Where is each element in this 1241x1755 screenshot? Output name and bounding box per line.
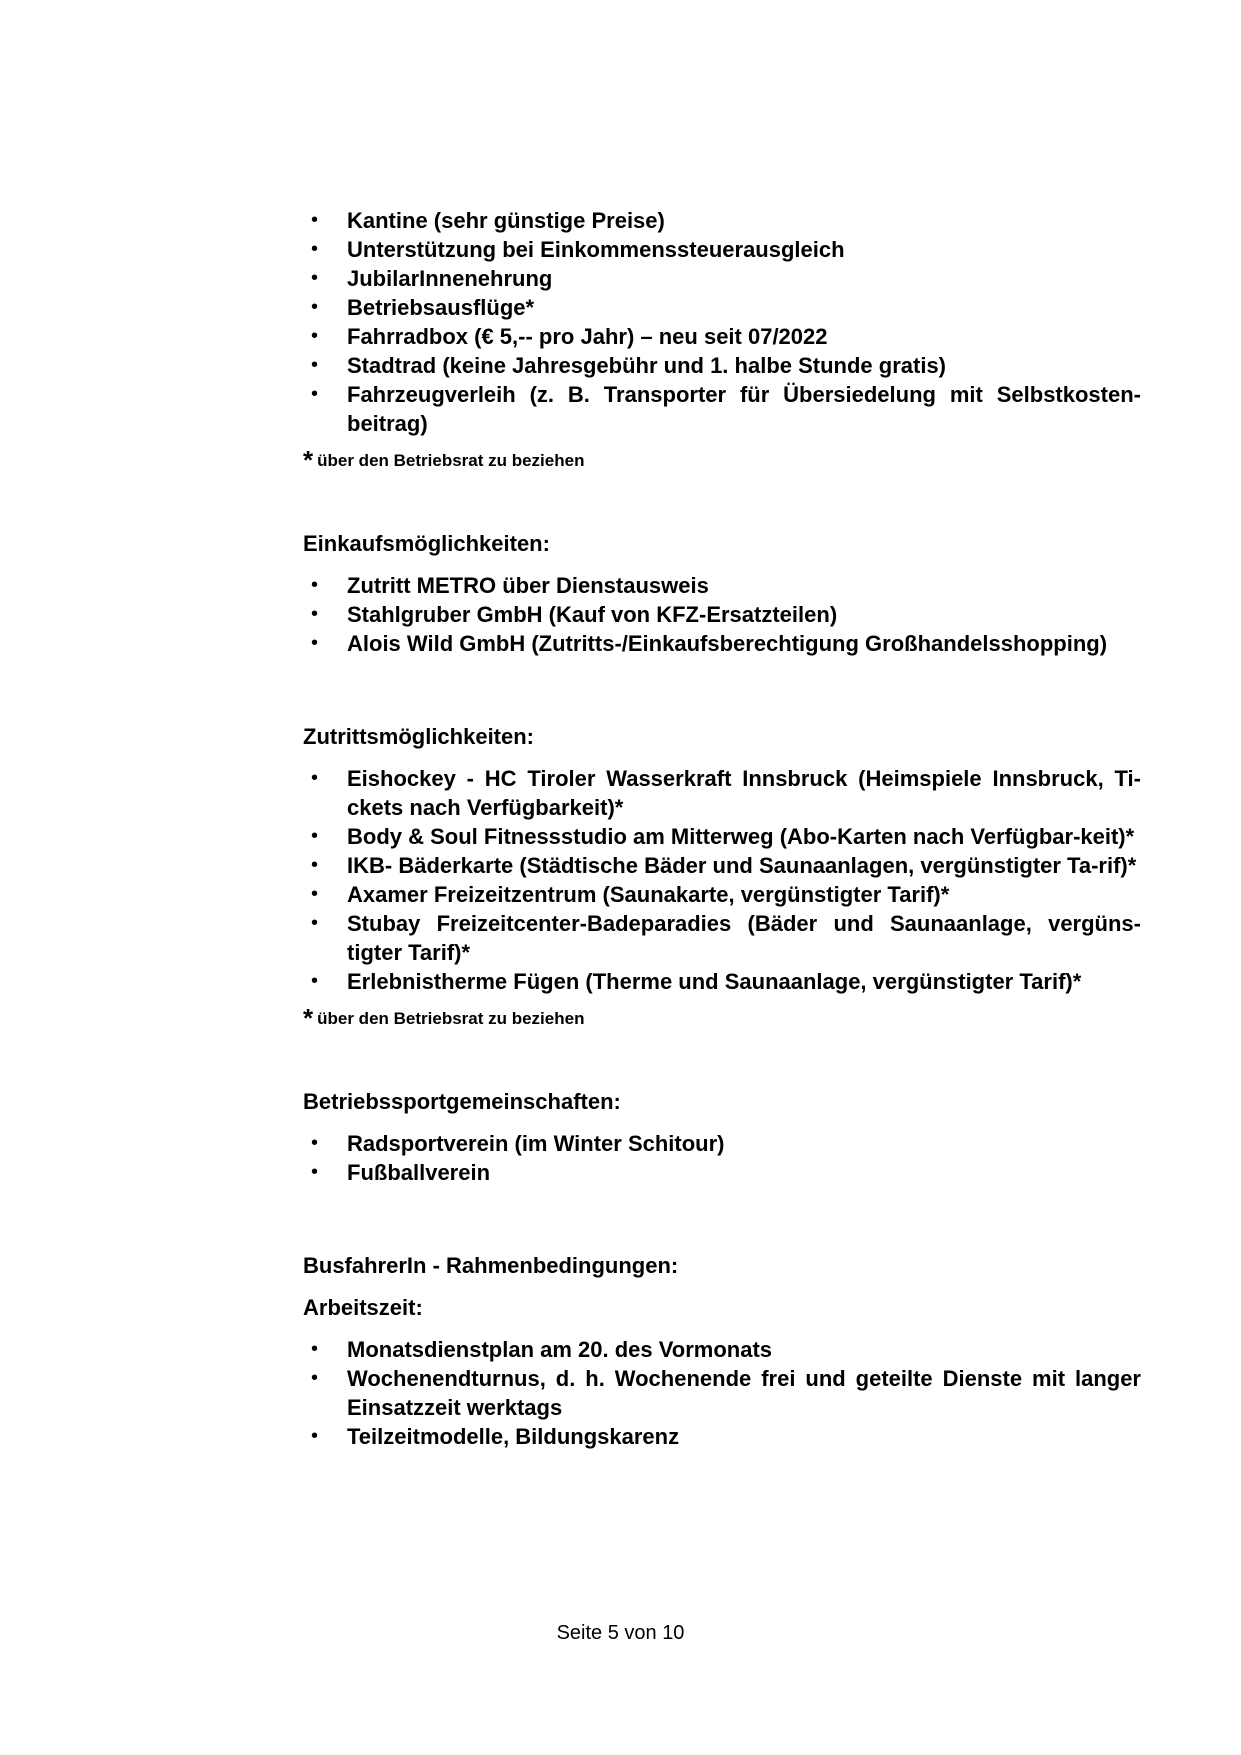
working-time-list [303,1335,1141,1451]
list-item: • Kantine (sehr günstige Preise) [311,208,665,233]
footnote: * über den Betriebsrat zu beziehen [303,445,585,475]
access-list [303,764,1141,996]
list-item: • Betriebsausflüge* [311,295,535,320]
section-heading-access: Zutrittsmöglichkeiten: [303,724,535,749]
list-item: • Fahrradbox (€ 5,-- pro Jahr) – neu seit 07/2022 [311,324,828,349]
bullet-icon: • [311,912,319,934]
benefits-list [303,206,1141,438]
footnote-asterisk: * [303,445,314,475]
list-item: • Stahlgruber GmbH (Kauf von KFZ-Ersatzteilen) [311,602,838,627]
bullet-icon: • [311,825,319,847]
list-item: • Body & Soul Fitnessstudio am Mitterweg (Abo-Karten nach Verfügbar-keit)* [311,824,1135,849]
bullet-icon: • [311,574,319,596]
bullet-icon: • [311,883,319,905]
footnote: * über den Betriebsrat zu beziehen [303,1003,585,1033]
shopping-list [303,571,1141,658]
list-item: • IKB- Bäderkarte (Städtische Bäder und Saunaanlagen, vergünstigter Ta-rif)* [311,853,1137,878]
list-item: • Teilzeitmodelle, Bildungskarenz [311,1424,680,1449]
bullet-icon: • [311,767,319,789]
page-number: Seite 5 von 10 [556,1622,685,1644]
list-item: • Stubay Freizeitcenter-Badeparadies (Bäder und Saunaanlage, vergüns-tigter Tarif)* [311,911,1141,965]
bullet-icon: • [311,632,319,654]
list-item: • Erlebnistherme Fügen (Therme und Saunaanlage, vergünstigter Tarif)* [311,969,1082,994]
bullet-icon: • [311,1132,319,1154]
bullet-icon: • [311,383,319,405]
list-item: • Stadtrad (keine Jahresgebühr und 1. halbe Stunde gratis) [311,353,947,378]
bullet-icon: • [311,238,319,260]
list-item: • Axamer Freizeitzentrum (Saunakarte, vergünstigter Tarif)* [311,882,950,907]
list-item: • JubilarInnenehrung [311,266,553,291]
list-item: • Wochenendturnus, d. h. Wochenende frei und geteilte Dienste mit langer Einsatzzeit werktags [311,1366,1141,1420]
list-item: • Fußballverein [311,1160,491,1185]
bullet-icon: • [311,854,319,876]
bullet-icon: • [311,603,319,625]
sports-list [303,1129,1141,1187]
list-item: • Unterstützung bei Einkommenssteuerausgleich [311,237,845,262]
list-item: • Eishockey - HC Tiroler Wasserkraft Innsbruck (Heimspiele Innsbruck, Ti-ckets nach Verfügbarkeit)* [311,766,1141,820]
list-item: • Alois Wild GmbH (Zutritts-/Einkaufsberechtigung Großhandelsshopping) [311,631,1108,656]
bullet-icon: • [311,296,319,318]
list-item: • Zutritt METRO über Dienstausweis [311,573,709,598]
bullet-icon: • [311,325,319,347]
bullet-icon: • [311,1367,319,1389]
section-heading-shopping: Einkaufsmöglichkeiten: [303,531,550,556]
bullet-icon: • [311,354,319,376]
bullet-icon: • [311,1338,319,1360]
bullet-icon: • [311,1425,319,1447]
page-content [303,206,1141,1451]
bullet-icon: • [311,267,319,289]
list-item: • Radsportverein (im Winter Schitour) [311,1131,725,1156]
list-item: • Monatsdienstplan am 20. des Vormonats [311,1337,773,1362]
bullet-icon: • [311,1161,319,1183]
bullet-icon: • [311,970,319,992]
section-heading-bus: BusfahrerIn - Rahmenbedingungen: [303,1253,679,1278]
list-item: • Fahrzeugverleih (z. B. Transporter für Übersiedelung mit Selbstkosten-beitrag) [311,382,1141,436]
footnote-asterisk: * [303,1003,314,1033]
bullet-icon: • [311,209,319,231]
section-heading-sports: Betriebssportgemeinschaften: [303,1089,621,1114]
subsection-heading-working-time: Arbeitszeit: [303,1295,423,1320]
